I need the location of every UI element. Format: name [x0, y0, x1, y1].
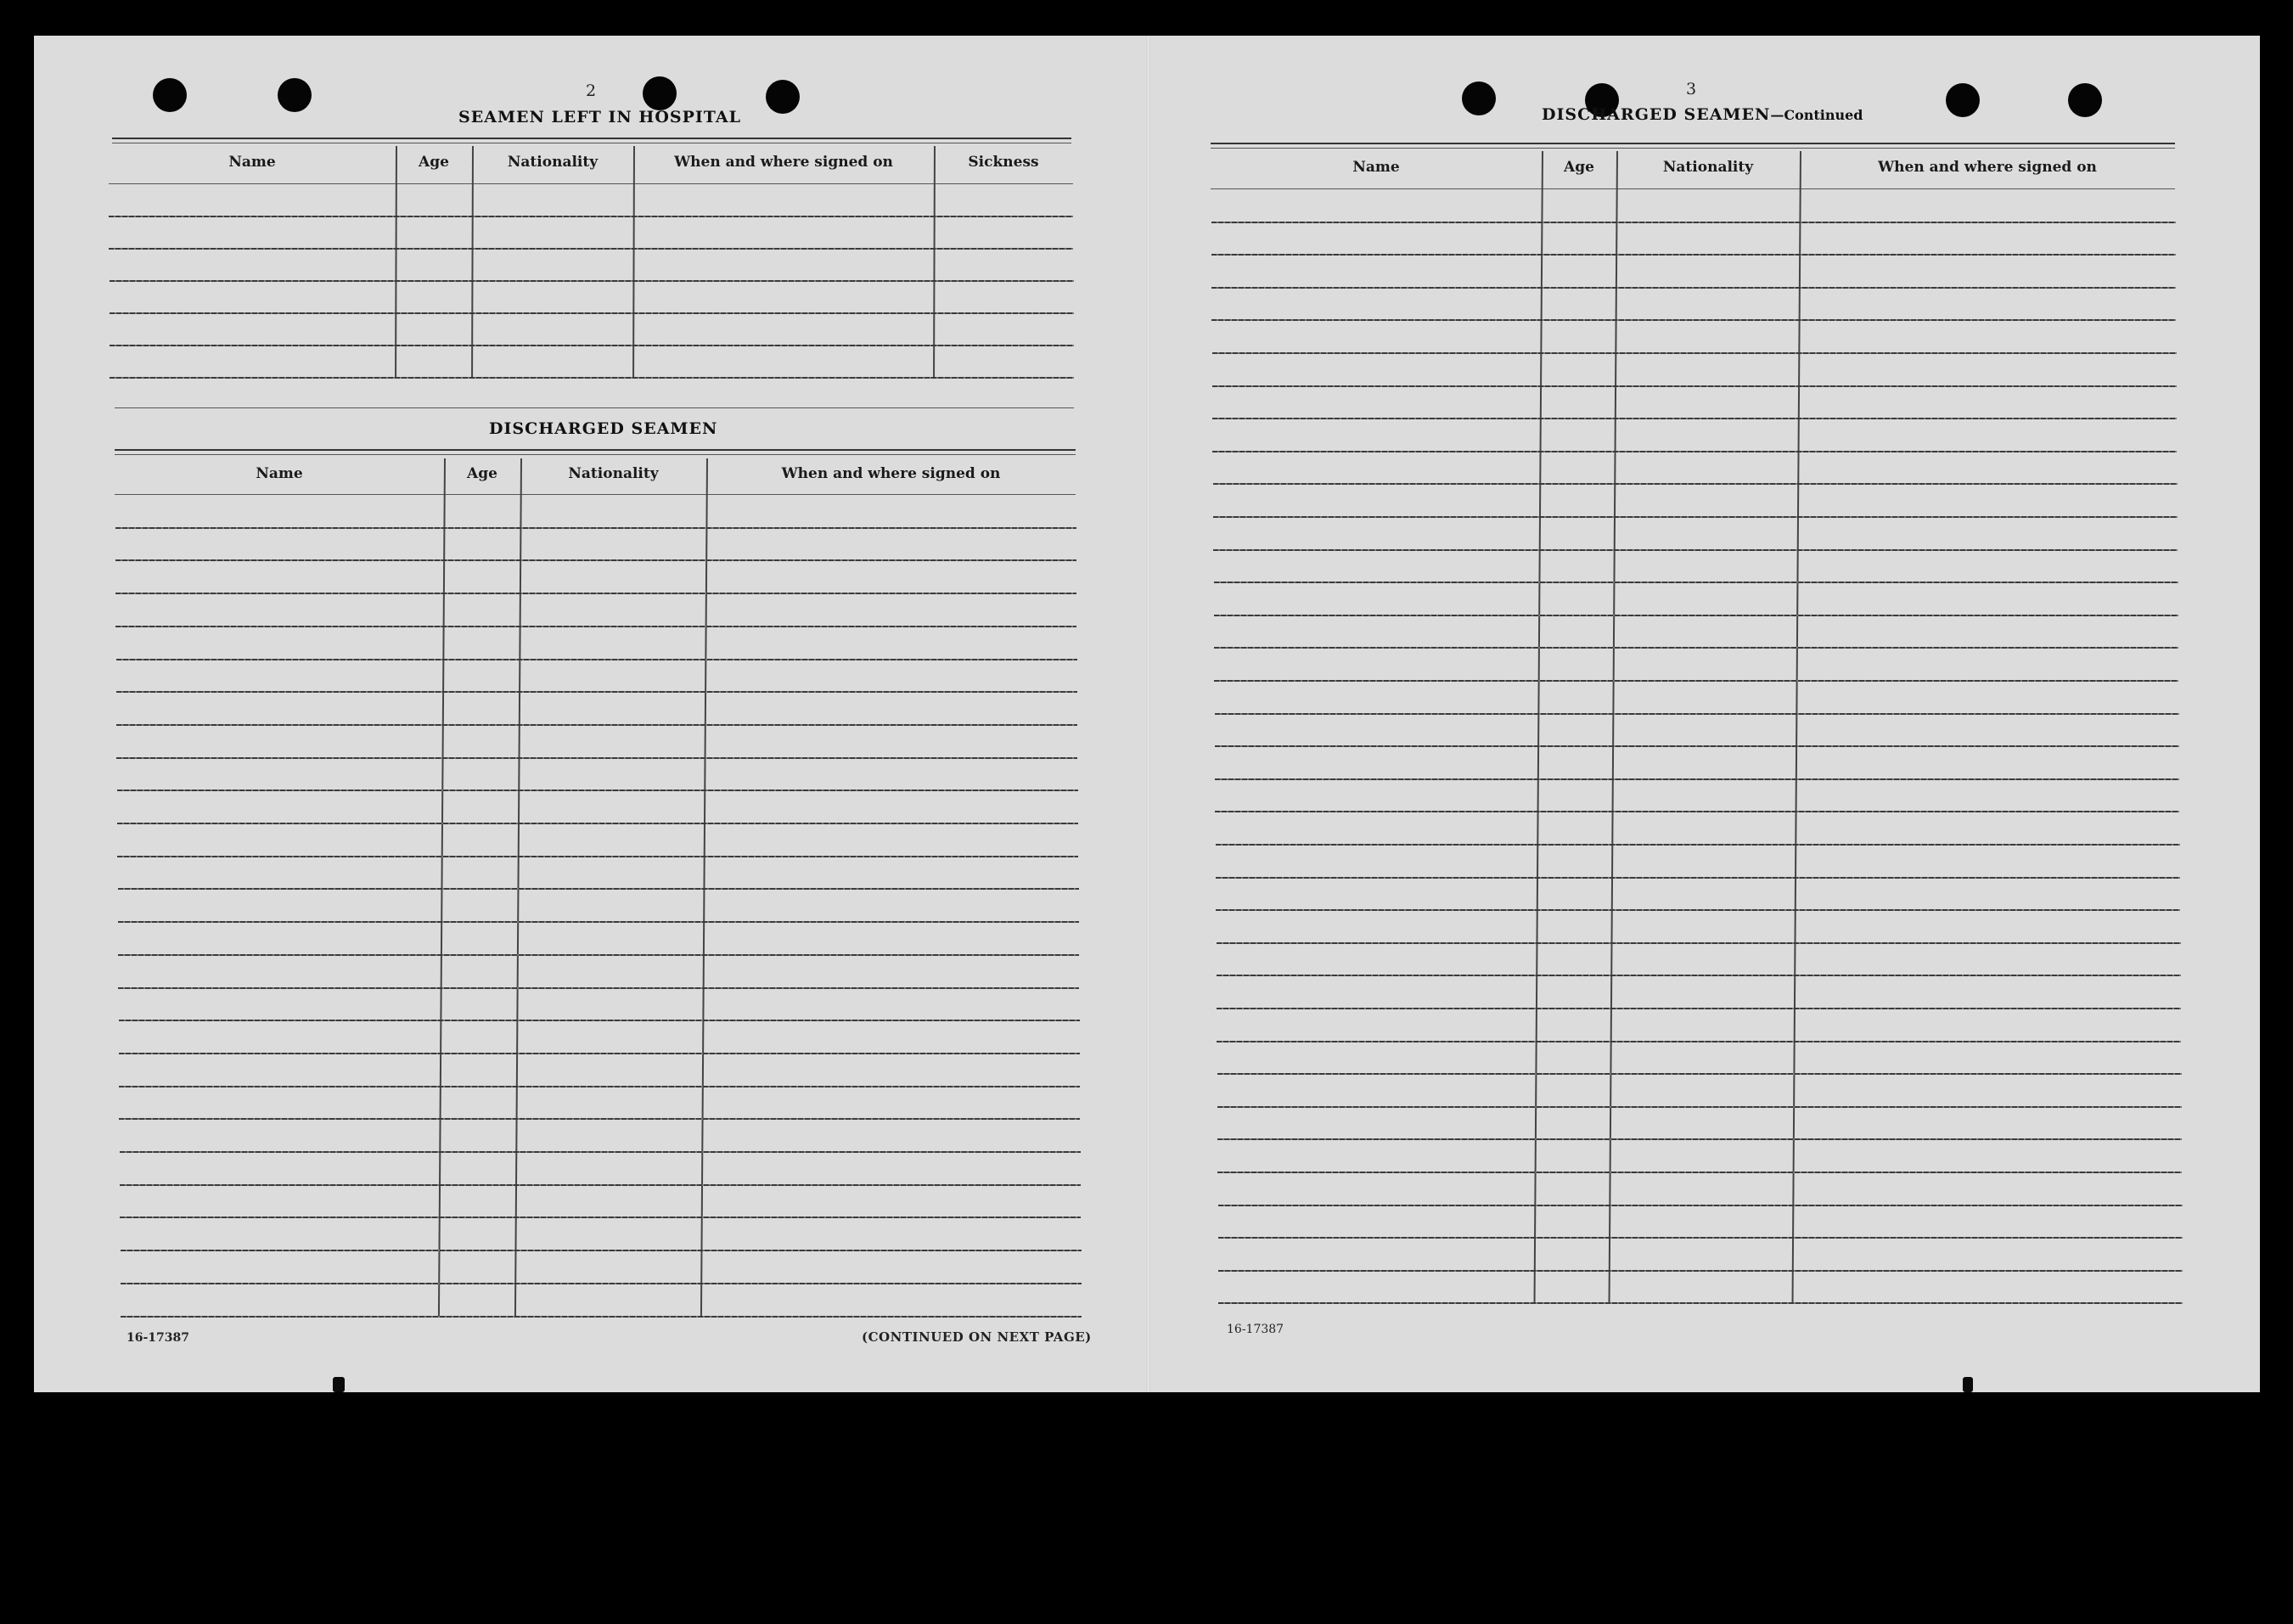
blank-row — [118, 954, 1079, 956]
punch-hole — [153, 78, 187, 112]
column-header: Nationality — [568, 465, 659, 482]
punch-hole — [278, 78, 312, 112]
edge-tear-mark — [333, 1377, 345, 1392]
blank-row — [1215, 778, 2179, 780]
column-header: Nationality — [507, 154, 599, 171]
column-header: Age — [419, 154, 449, 171]
blank-row — [1217, 1008, 2181, 1009]
column-header: Name — [1352, 159, 1400, 176]
blank-row — [1216, 909, 2180, 911]
blank-row — [119, 1118, 1080, 1120]
blank-row — [120, 1217, 1081, 1218]
form-number-left: 16-17387 — [126, 1331, 189, 1345]
column-header: Age — [1564, 159, 1594, 176]
blank-row — [1214, 582, 2178, 583]
title-rule — [115, 449, 1076, 451]
column-header: Name — [256, 465, 303, 482]
blank-row — [1218, 1237, 2183, 1239]
blank-row — [110, 312, 1074, 314]
blank-row — [1212, 418, 2177, 419]
section-title-hospital: SEAMEN LEFT IN HOSPITAL — [458, 108, 741, 126]
section-rule — [115, 407, 1074, 408]
title-rule — [112, 138, 1071, 139]
blank-row — [1216, 844, 2180, 846]
blank-row — [1211, 222, 2176, 223]
page-number-right: 3 — [1686, 80, 1697, 98]
column-divider — [1792, 151, 1801, 1302]
blank-row — [1215, 745, 2179, 747]
page-number-left: 2 — [586, 81, 597, 100]
blank-row — [119, 1020, 1080, 1021]
blank-row — [1212, 352, 2177, 354]
column-divider — [700, 458, 708, 1316]
header-rule — [1211, 188, 2175, 189]
blank-row — [121, 1316, 1082, 1318]
blank-row — [1215, 713, 2179, 715]
blank-row — [1211, 254, 2176, 256]
blank-row — [109, 248, 1073, 250]
title-rule — [1211, 148, 2175, 149]
blank-row — [110, 280, 1074, 282]
blank-row — [115, 527, 1076, 529]
blank-row — [117, 790, 1078, 791]
blank-row — [1217, 975, 2181, 976]
column-divider — [514, 458, 522, 1316]
section-title-text: DISCHARGED SEAMEN — [1542, 105, 1771, 124]
blank-row — [1216, 877, 2180, 879]
blank-row — [116, 724, 1077, 726]
section-title-suffix: —Continued — [1770, 107, 1863, 123]
form-number-right: 16-17387 — [1227, 1323, 1284, 1336]
blank-row — [1215, 811, 2179, 812]
blank-row — [1218, 1302, 2183, 1304]
column-divider — [1534, 151, 1543, 1302]
blank-row — [121, 1250, 1082, 1251]
blank-row — [116, 691, 1077, 693]
blank-row — [1217, 1041, 2181, 1042]
column-divider — [395, 146, 397, 377]
blank-row — [116, 659, 1077, 660]
document-sheet — [34, 36, 2260, 1392]
column-divider — [471, 146, 474, 377]
blank-row — [117, 823, 1078, 824]
blank-row — [1213, 549, 2178, 551]
column-header: When and where signed on — [1878, 159, 2097, 176]
blank-row — [1217, 1106, 2182, 1108]
blank-row — [1214, 615, 2178, 616]
blank-row — [119, 1086, 1080, 1087]
column-header: When and where signed on — [674, 154, 893, 171]
blank-row — [1218, 1205, 2183, 1206]
blank-row — [1217, 1172, 2182, 1173]
blank-row — [110, 377, 1074, 379]
blank-row — [1218, 1270, 2183, 1272]
title-rule — [115, 454, 1076, 455]
blank-row — [1214, 680, 2178, 682]
blank-row — [1213, 483, 2178, 485]
header-rule — [115, 494, 1076, 495]
header-rule — [109, 183, 1073, 184]
title-rule — [1211, 143, 2175, 144]
blank-row — [118, 888, 1079, 890]
blank-row — [110, 345, 1074, 346]
punch-hole — [2068, 83, 2102, 117]
column-divider — [1609, 151, 1618, 1302]
section-title-continued — [1542, 105, 1863, 124]
punch-hole — [1946, 83, 1980, 117]
blank-row — [1211, 319, 2176, 321]
blank-row — [1217, 1138, 2182, 1140]
column-header: When and where signed on — [781, 465, 1001, 482]
blank-row — [1211, 287, 2176, 289]
edge-tear-mark — [1963, 1377, 1973, 1392]
column-divider — [438, 458, 446, 1316]
blank-row — [117, 856, 1078, 857]
page-fold — [1146, 36, 1150, 1392]
column-header: Name — [228, 154, 276, 171]
blank-row — [115, 559, 1076, 561]
blank-row — [118, 921, 1079, 923]
blank-row — [118, 987, 1079, 989]
blank-row — [1217, 1073, 2182, 1075]
blank-row — [1214, 647, 2178, 649]
continued-note: (CONTINUED ON NEXT PAGE) — [862, 1329, 1092, 1345]
blank-row — [115, 626, 1076, 627]
punch-hole — [1462, 81, 1496, 115]
blank-row — [120, 1151, 1081, 1153]
blank-row — [119, 1053, 1080, 1054]
column-divider — [933, 146, 936, 377]
blank-row — [121, 1283, 1082, 1284]
column-header: Age — [467, 465, 497, 482]
column-divider — [632, 146, 635, 377]
punch-hole — [643, 76, 677, 110]
blank-row — [1213, 516, 2178, 518]
blank-row — [120, 1184, 1081, 1186]
blank-row — [1212, 385, 2177, 387]
blank-row — [115, 593, 1076, 594]
blank-row — [109, 216, 1073, 217]
blank-row — [116, 757, 1077, 759]
column-header: Sickness — [968, 154, 1039, 171]
column-header: Nationality — [1662, 159, 1754, 176]
blank-row — [1212, 451, 2177, 452]
blank-row — [1217, 942, 2181, 944]
punch-hole — [766, 80, 800, 114]
section-title-discharged: DISCHARGED SEAMEN — [489, 419, 718, 438]
